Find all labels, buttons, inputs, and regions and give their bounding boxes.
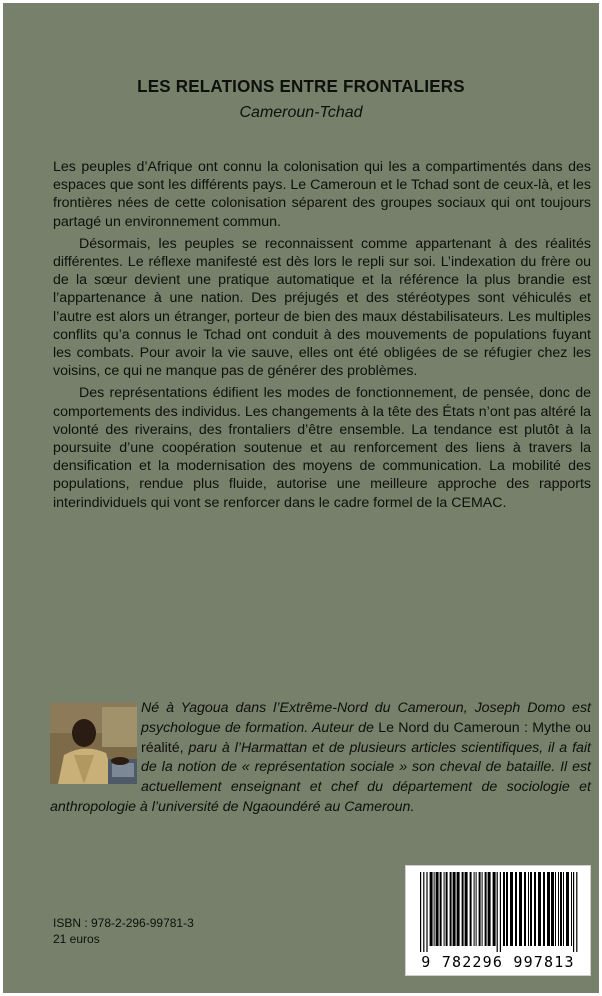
author-bio — [50, 699, 591, 818]
barcode-bar — [497, 872, 498, 952]
barcode-bar — [543, 872, 545, 946]
price: 21 euros — [53, 932, 100, 946]
barcode-digits: 9 782296 997813 — [421, 953, 575, 971]
barcode-bar — [446, 872, 448, 946]
summary-text — [53, 158, 591, 516]
author-bio-part1: Né à Yagoua dans l’Extrême-Nord du Cameroun, Joseph Domo est psychologue de formation. Auteur de — [141, 700, 591, 736]
barcode-bar — [450, 872, 452, 946]
publication-info — [53, 915, 194, 947]
barcode-bar — [474, 872, 475, 946]
barcode-bar — [444, 872, 445, 946]
author-bio-part2: paru à l’Harmattan et de plusieurs articles scientifiques, il a fait de la notion de « représentation sociale » son cheval de bataille. Il est actuellement enseignant et chef du département de sociologie et anthropologie à l’université de Ngaoundéré au Cameroun. — [50, 739, 591, 815]
barcode-bar — [558, 872, 559, 946]
barcode-bar — [573, 872, 574, 952]
barcode-bar — [440, 872, 442, 946]
barcode-bar — [555, 872, 556, 946]
barcode — [405, 865, 591, 976]
barcode-bar — [436, 872, 439, 946]
book-subtitle: Cameroun-Tchad — [239, 104, 363, 121]
barcode-bar — [528, 872, 529, 946]
barcode-bar — [515, 872, 517, 946]
summary-paragraph-3: Des représentations édifient les modes de fonctionnement, de pensée, donc de comportements des individus. Les changements à la tête des États n’ont pas altéré la volonté des riverains, des frontaliers d’être ensemble. La tendance est plutôt à la poursuite d’une coopération soutenue et au renforcement des liens à travers la densification et la modernisation des moyens de communication. La mobilité des populations, rendue plus fluide, autorise une meilleure approche des rapports interindividuels qui vont se renforcer dans le cadre formel de la CEMAC. — [53, 385, 591, 511]
summary-paragraph-1: Les peuples d’Afrique ont connu la colonisation qui les a compartimentés dans des espaces que sont les différents pays. Le Cameroun et le Tchad sont de ceux-là, et les frontières nées de cette colonisation séparent des groupes sociaux qui ont toujours partagé un environnement commun. — [53, 159, 591, 230]
barcode-bar — [534, 872, 536, 946]
barcode-bar — [524, 872, 526, 946]
barcode-bar — [560, 872, 562, 946]
author-book-reference: Le Nord du Cameroun : Mythe ou réalité, — [141, 719, 592, 756]
summary-paragraph-2: Désormais, les peuples se reconnaissent comme appartenant à des réalités différentes. Le réflexe manifesté est dès lors le repli sur soi. L’indexation du frère ou de la sœur devient une pratique automatique et la référence la plus brandie est l’appartenance à une nation. Des préjugés et des stéréotypes sont véhiculés et l’autre est alors un étranger, porteur de bien des maux déstabilisateurs. Les multiples conflits qu’a connus le Tchad ont conduit à des mouvements de populations fuyant les combats. Pour avoir la vie sauve, elles ont été obligées de se réfugier chez les voisins, ce qui ne manque pas de générer des problèmes. — [53, 235, 591, 380]
photo-spacer — [50, 699, 141, 779]
barcode-bar — [530, 872, 532, 946]
barcode-bar — [457, 872, 460, 946]
barcode-bar — [426, 872, 427, 952]
barcode-bars — [406, 866, 590, 958]
barcode-bar — [453, 872, 456, 946]
barcode-bar — [465, 872, 468, 946]
barcode-bar — [420, 872, 421, 952]
barcode-bar — [430, 872, 433, 946]
barcode-bar — [563, 872, 564, 946]
barcode-bar — [434, 872, 435, 946]
barcode-bar — [551, 872, 554, 946]
barcode-bar — [493, 872, 496, 946]
barcode-bar — [476, 872, 477, 946]
barcode-bar — [488, 872, 491, 946]
barcode-bar — [503, 872, 505, 946]
barcode-bar — [482, 872, 483, 946]
barcode-bar — [547, 872, 550, 946]
barcode-bar — [510, 872, 513, 946]
barcode-bar — [479, 872, 481, 946]
barcode-bar — [519, 872, 522, 946]
barcode-bar — [423, 872, 424, 952]
barcode-bar — [571, 872, 572, 946]
barcode-bar — [500, 872, 501, 952]
barcode-bar — [462, 872, 464, 946]
barcode-bar — [485, 872, 487, 946]
barcode-bar — [470, 872, 472, 946]
book-title: LES RELATIONS ENTRE FRONTALIERS — [137, 76, 465, 97]
barcode-bar — [506, 872, 508, 946]
barcode-bar — [538, 872, 541, 946]
isbn: ISBN : 978-2-296-99781-3 — [53, 916, 194, 930]
barcode-bar — [566, 872, 569, 946]
barcode-bar — [576, 872, 577, 952]
back-cover — [3, 3, 599, 993]
